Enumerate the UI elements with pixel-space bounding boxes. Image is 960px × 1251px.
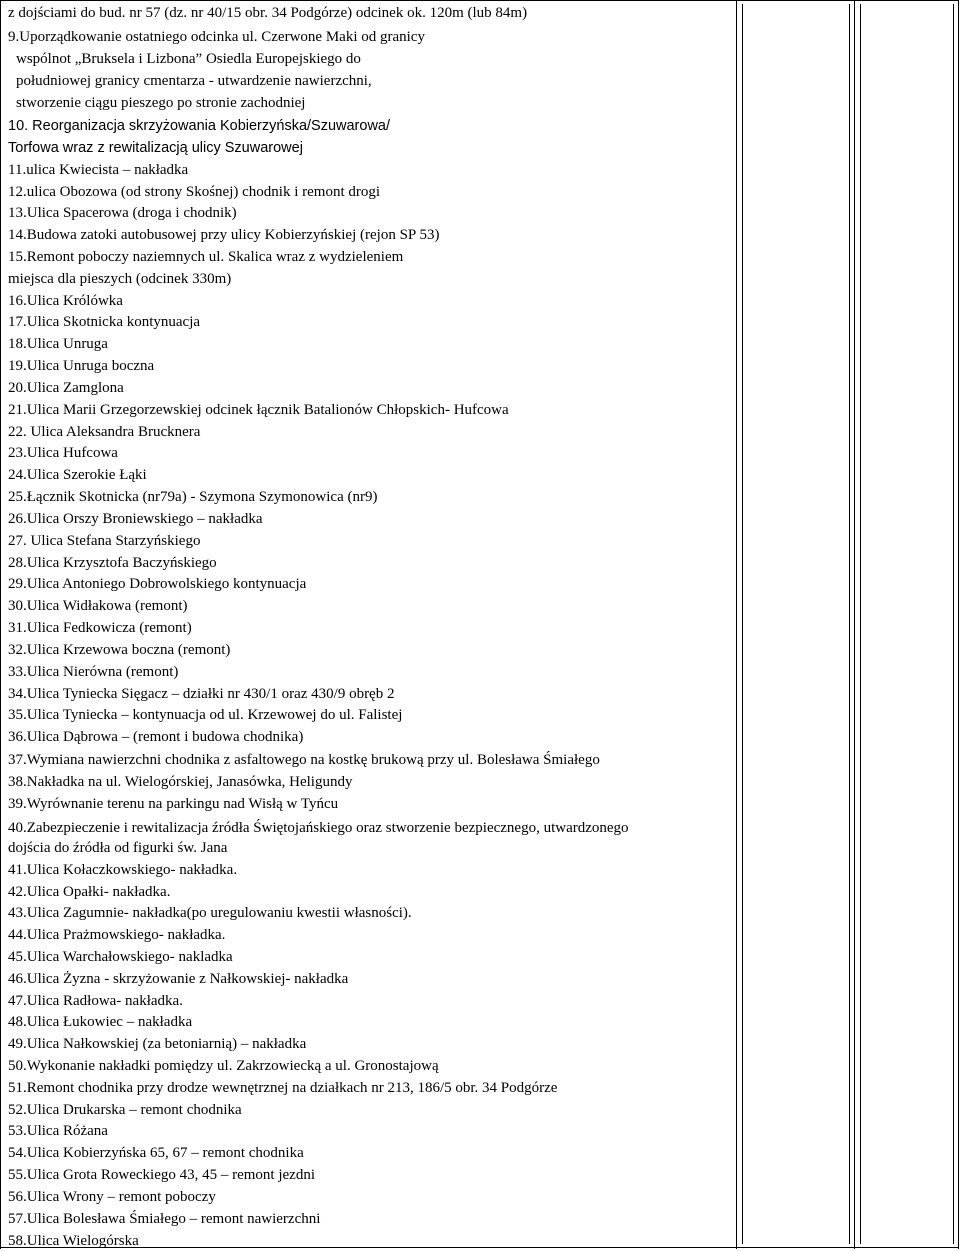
list-item: 23.Ulica Hufcowa [8,445,118,461]
list-item: 33.Ulica Nierówna (remont) [8,664,179,680]
list-item: 35.Ulica Tyniecka – kontynuacja od ul. Krzewowej do ul. Falistej [8,707,403,723]
list-item: 40.Zabezpieczenie i rewitalizacja źródła Świętojańskiego oraz stworzenie bezpiecznego, utwardzonego [8,820,629,836]
list-item: 36.Ulica Dąbrowa – (remont i budowa chodnika) [8,729,304,745]
list-item: 17.Ulica Skotnicka kontynuacja [8,314,201,330]
list-item: 9.Uporządkowanie ostatniego odcinka ul. Czerwone Maki od granicy [8,29,425,45]
list-item: 27. Ulica Stefana Starzyńskiego [8,533,201,549]
list-item: wspólnot „Bruksela i Lizbona” Osiedla Europejskiego do [16,51,361,67]
list-item: 22. Ulica Aleksandra Brucknera [8,424,201,440]
column-divider-1 [736,0,737,1249]
list-item: 20.Ulica Zamglona [8,380,124,396]
list-item: 55.Ulica Grota Roweckiego 43, 45 – remont jezdni [8,1167,316,1183]
list-item: 34.Ulica Tyniecka Sięgacz – działki nr 430/1 oraz 430/9 obręb 2 [8,686,395,702]
list-item: z dojściami do bud. nr 57 (dz. nr 40/15 obr. 34 Podgórze) odcinek ok. 120m (lub 84m) [8,5,528,21]
list-item: 56.Ulica Wrony – remont poboczy [8,1189,216,1205]
list-item: 48.Ulica Łukowiec – nakładka [8,1014,193,1030]
list-item: 26.Ulica Orszy Broniewskiego – nakładka [8,511,263,527]
list-item: 16.Ulica Królówka [8,293,123,309]
list-item: 41.Ulica Kołaczkowskiego- nakładka. [8,862,238,878]
list-item: miejsca dla pieszych (odcinek 330m) [8,271,232,287]
list-item: 18.Ulica Unruga [8,336,108,352]
list-item: stworzenie ciągu pieszego po stronie zachodniej [16,95,306,111]
table-bottom-border [0,1247,959,1248]
empty-cell-column-3 [860,4,954,1244]
table-right-border [958,0,959,1249]
list-item: 13.Ulica Spacerowa (droga i chodnik) [8,205,237,221]
list-item: 52.Ulica Drukarska – remont chodnika [8,1102,242,1118]
list-item: 43.Ulica Zagumnie- nakładka(po uregulowaniu kwestii własności). [8,905,412,921]
list-item: 44.Ulica Prażmowskiego- nakładka. [8,927,226,943]
list-item: 46.Ulica Żyzna - skrzyżowanie z Nałkowskiej- nakładka [8,971,349,987]
list-item: 57.Ulica Bolesława Śmiałego – remont nawierzchni [8,1211,321,1227]
list-item: 21.Ulica Marii Grzegorzewskiej odcinek łącznik Batalionów Chłopskich- Hufcowa [8,402,509,418]
list-item: 10. Reorganizacja skrzyżowania Kobierzyńska/Szuwarowa/ [8,118,391,134]
empty-cell-column-2 [742,4,850,1244]
list-item: 42.Ulica Opałki- nakładka. [8,884,171,900]
list-item: 12.ulica Obozowa (od strony Skośnej) chodnik i remont drogi [8,184,381,200]
list-item: 45.Ulica Warchałowskiego- nakladka [8,949,233,965]
list-item: 29.Ulica Antoniego Dobrowolskiego kontynuacja [8,576,307,592]
list-item: 51.Remont chodnika przy drodze wewnętrznej na działkach nr 213, 186/5 obr. 34 Podgórze [8,1080,558,1096]
list-item: 47.Ulica Radłowa- nakładka. [8,993,183,1009]
list-item: 49.Ulica Nałkowskiej (za betoniarnią) – nakładka [8,1036,307,1052]
list-item: 28.Ulica Krzysztofa Baczyńskiego [8,555,217,571]
table-left-border [0,0,1,1249]
list-item: 54.Ulica Kobierzyńska 65, 67 – remont chodnika [8,1145,304,1161]
list-item: 24.Ulica Szerokie Łąki [8,467,147,483]
list-item: 38.Nakładka na ul. Wielogórskiej, Janasówka, Heligundy [8,774,353,790]
list-item: 30.Ulica Widłakowa (remont) [8,598,188,614]
list-item: 58.Ulica Wielogórska [8,1233,139,1249]
list-item: południowej granicy cmentarza - utwardzenie nawierzchni, [16,73,372,89]
list-item: 53.Ulica Różana [8,1123,108,1139]
list-item: 19.Ulica Unruga boczna [8,358,155,374]
list-item: 14.Budowa zatoki autobusowej przy ulicy Kobierzyńskiej (rejon SP 53) [8,227,440,243]
list-item: 32.Ulica Krzewowa boczna (remont) [8,642,231,658]
list-item: dojścia do źródła od figurki św. Jana [8,840,228,856]
list-item: 15.Remont poboczy naziemnych ul. Skalica wraz z wydzieleniem [8,249,404,265]
list-item: 31.Ulica Fedkowicza (remont) [8,620,192,636]
list-item: 37.Wymiana nawierzchni chodnika z asfaltowego na kostkę brukową przy ul. Bolesława Śmiałego [8,752,600,768]
list-item: 25.Łącznik Skotnicka (nr79a) - Szymona Szymonowica (nr9) [8,489,378,505]
list-item: 11.ulica Kwiecista – nakładka [8,162,189,178]
list-item: 39.Wyrównanie terenu na parkingu nad Wisłą w Tyńcu [8,796,339,812]
list-item: Torfowa wraz z rewitalizacją ulicy Szuwarowej [8,140,303,156]
column-divider-2 [854,0,855,1249]
list-item: 50.Wykonanie nakładki pomiędzy ul. Zakrzowiecką a ul. Gronostajową [8,1058,439,1074]
table-top-border [0,0,959,1]
